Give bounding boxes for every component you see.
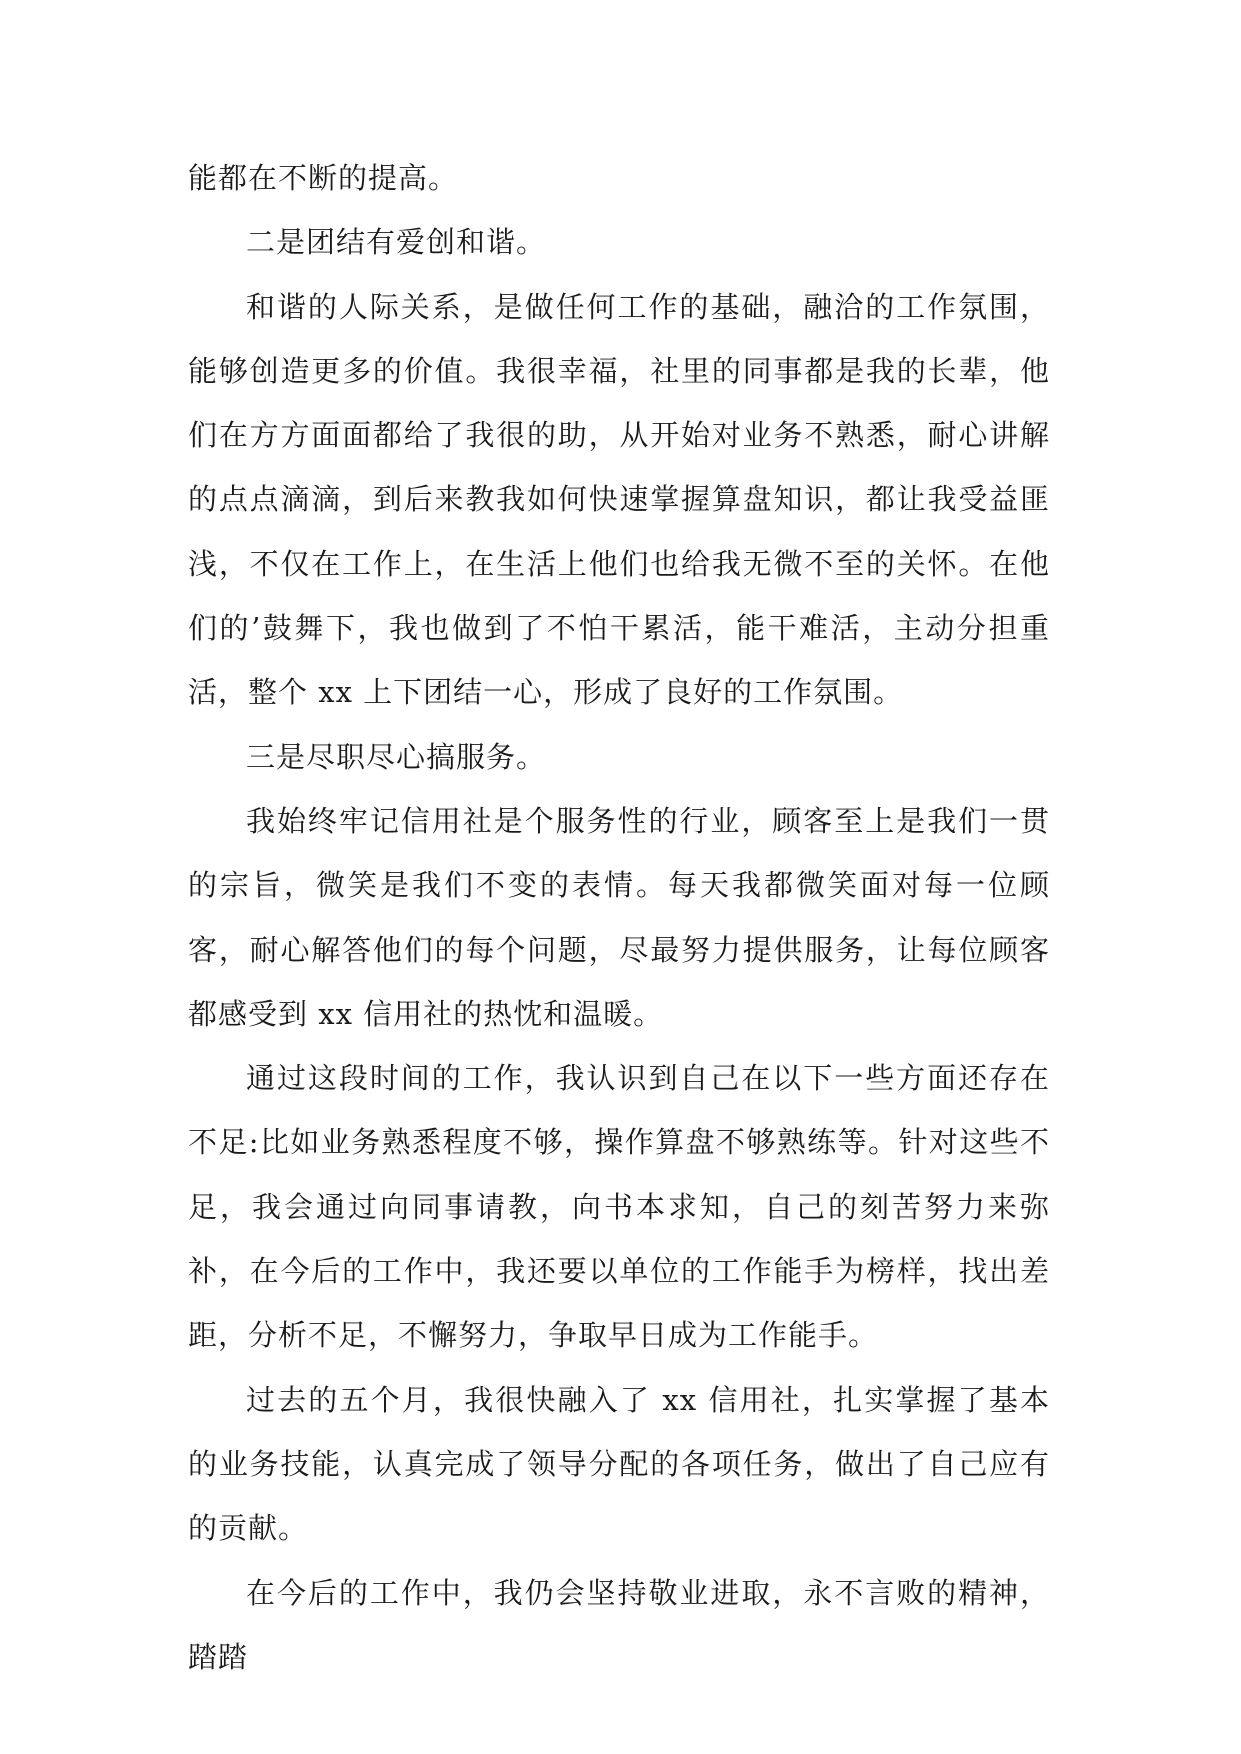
paragraph-shortcomings: 通过这段时间的工作，我认识到自己在以下一些方面还存在不足:比如业务熟悉程度不够，操作算盘不够熟练等。针对这些不足，我会通过向同事请教，向书本求知，自己的刻苦努力来弥补，在今后的工作中，我还要以单位的工作能手为榜样，找出差距，分析不足，不懈努力，争取早日成为工作能手。 [188, 1061, 1050, 1353]
paragraph-heading-2: 二是团结有爱创和谐。 [246, 225, 547, 260]
paragraph-service: 我始终牢记信用社是个服务性的行业，顾客至上是我们一贯的宗旨，微笑是我们不变的表情。每天我都微笑面对每一位顾客，耐心解答他们的每个问题，尽最努力提供服务，让每位顾客都感受到 xx 信用社的热忱和温暖。 [188, 803, 1050, 1031]
paragraph-future: 在今后的工作中，我仍会坚持敬业进取，永不言败的精神，踏踏 [188, 1575, 1050, 1674]
document-body [188, 146, 1050, 1689]
paragraph-summary: 过去的五个月，我很快融入了 xx 信用社，扎实掌握了基本的业务技能，认真完成了领导分配的各项任务，做出了自己应有的贡献。 [188, 1382, 1050, 1546]
paragraph-harmony: 和谐的人际关系，是做任何工作的基础，融洽的工作氛围，能够创造更多的价值。我很幸福，社里的同事都是我的长辈，他们在方方面面都给了我很的助，从开始对业务不熟悉，耐心讲解的点点滴滴，到后来教我如何快速掌握算盘知识，都让我受益匪浅，不仅在工作上，在生活上他们也给我无微不至的关怀。在他们的’鼓舞下，我也做到了不怕干累活，能干难活，主动分担重活，整个 xx 上下团结一心，形成了良好的工作氛围。 [188, 289, 1050, 710]
paragraph-continuation: 能都在不断的提高。 [188, 161, 459, 195]
paragraph-heading-3: 三是尽职尽心搞服务。 [246, 739, 547, 774]
